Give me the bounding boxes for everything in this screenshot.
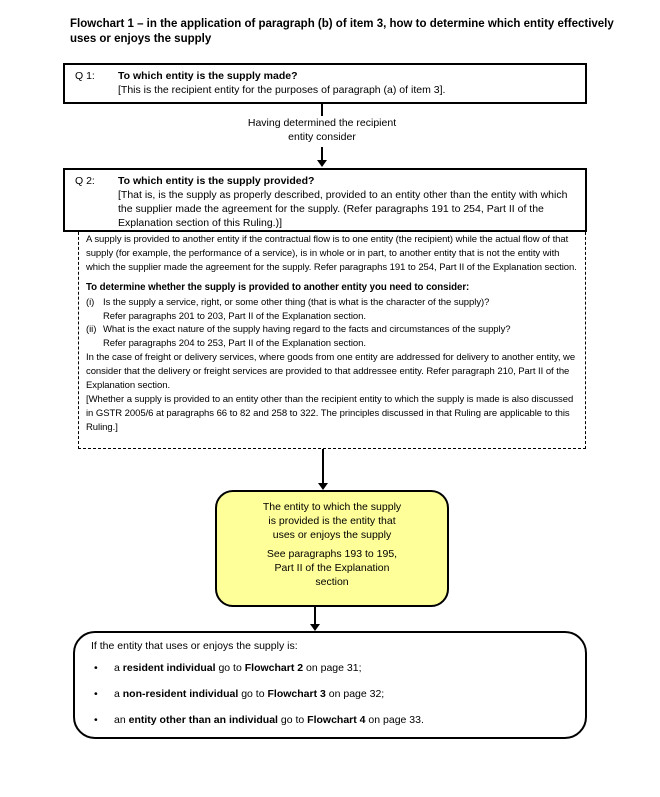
explanation-dashed-box	[78, 222, 586, 449]
item-2-refer: Refer paragraphs 204 to 253, Part II of the Explanation section.	[103, 338, 366, 350]
explanation-item-2	[86, 323, 578, 351]
routing-intro: If the entity that uses or enjoys the supply is:	[91, 640, 298, 652]
routing-bullet-entity-other	[91, 713, 571, 727]
q2-label: Q 2:	[75, 175, 95, 187]
q1-question: To which entity is the supply made?	[118, 70, 298, 82]
item-1-refer: Refer paragraphs 201 to 203, Part II of the Explanation section.	[103, 310, 366, 322]
bullet-icon: •	[94, 662, 98, 674]
having-determined-text	[192, 116, 452, 144]
flowchart-title: Flowchart 1 – in the application of paragraph (b) of item 3, how to determine which entity effectively uses or enjoys the supply	[70, 18, 614, 45]
routing-box	[73, 631, 587, 739]
bullet-text: a resident individual go to Flowchart 2 on page 31;	[114, 662, 362, 674]
routing-bullet-resident-individual	[91, 661, 571, 675]
result-reference-line-2: Part II of the Explanation	[274, 562, 390, 574]
item-2-text: What is the exact nature of the supply having regard to the facts and circumstances of the supply?	[103, 324, 511, 336]
result-reference-line-1: See paragraphs 193 to 195,	[266, 548, 398, 560]
q2-box	[63, 168, 587, 232]
result-statement-line-1: The entity to which the supply	[262, 501, 402, 513]
bullet-icon: •	[94, 688, 98, 700]
q2-question: To which entity is the supply provided?	[118, 175, 315, 187]
explanation-heading: To determine whether the supply is provided to another entity you need to consider:	[86, 281, 470, 293]
item-1-text: Is the supply a service, right, or some other thing (that is what is the character of the supply)?	[103, 296, 490, 308]
q1-content	[118, 69, 579, 102]
q2-note: [That is, is the supply as properly described, provided to an entity other than the entity with which the supplier made the agreement for the supply. (Refer paragraphs 191 to 254, Part II of the Explanation section of this Ruling.)]	[118, 189, 568, 229]
item-1-marker: (i)	[86, 296, 95, 308]
routing-bullet-non-resident-individual	[91, 687, 571, 701]
bullet-text: an entity other than an individual go to Flowchart 4 on page 33.	[114, 714, 424, 726]
item-1-body	[103, 296, 578, 324]
arrow-shaft	[314, 607, 316, 625]
result-statement-line-2: is provided is the entity that	[268, 515, 396, 527]
having-determined-line-1: Having determined the recipient	[247, 117, 397, 129]
result-statement-line-3: uses or enjoys the supply	[272, 529, 392, 541]
explanation-para-3: [Whether a supply is provided to an entity other than the recipient entity to which the supply is made is also discussed in GSTR 2005/6 at paragraphs 66 to 82 and 258 to 322. The principles discussed in that Ruling are applicable to this Ruling.]	[86, 393, 574, 433]
item-2-marker: (ii)	[86, 324, 97, 336]
bullet-icon: •	[94, 714, 98, 726]
result-reference-line-3: section	[315, 576, 349, 588]
item-2-body	[103, 323, 578, 351]
down-arrowhead-icon	[317, 160, 327, 167]
q1-box	[63, 63, 587, 104]
q1-note: [This is the recipient entity for the purposes of paragraph (a) of item 3].	[118, 84, 446, 96]
q1-label: Q 1:	[75, 70, 95, 82]
explanation-para-2: In the case of freight or delivery services, where goods from one entity are addressed for delivery to another entity, we consider that the delivery or freight services are provided to that addressee entity. Refer paragraph 210, Part II of the Explanation section.	[86, 352, 576, 392]
q2-content	[118, 174, 579, 230]
explanation-item-1	[86, 296, 578, 324]
explanation-para-1: A supply is provided to another entity if the contractual flow is to one entity (the recipient) while the actual flow of that supply (for example, the performance of a service), is in whole or in part, to another entity that is not the entity with which the supplier made the agreement for the supply. Refer paragraphs 191 to 254, Part II of the Explanation section.	[86, 234, 577, 273]
down-arrowhead-icon	[310, 624, 320, 631]
down-arrowhead-icon	[318, 483, 328, 490]
having-determined-line-2: entity consider	[288, 131, 356, 143]
bullet-text: a non-resident individual go to Flowchart 3 on page 32;	[114, 688, 385, 700]
result-box	[215, 490, 449, 607]
arrow-shaft	[322, 448, 324, 484]
arrow-shaft	[321, 147, 323, 161]
